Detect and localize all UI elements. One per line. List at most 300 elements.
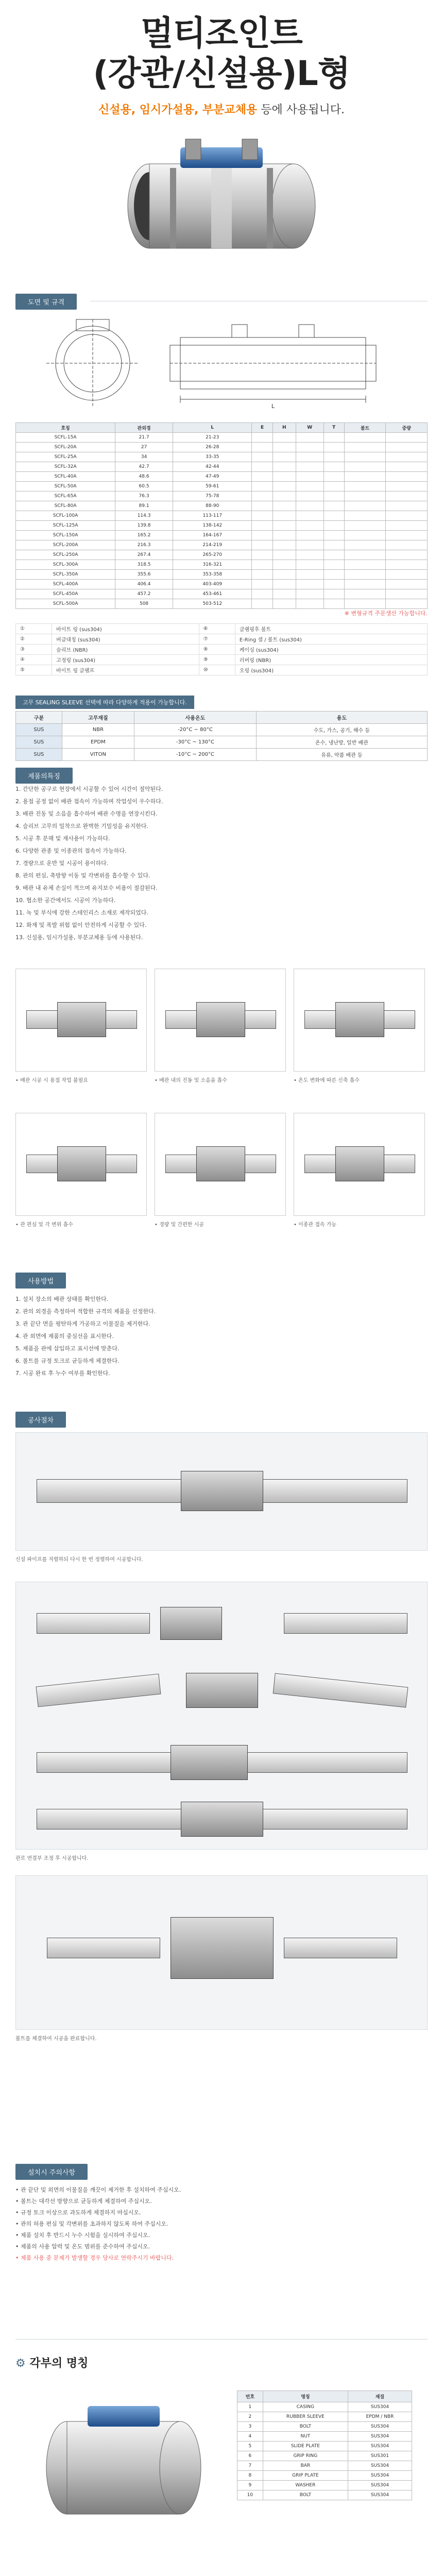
- spec-cell: [386, 589, 428, 599]
- spec-cell: [344, 570, 386, 580]
- features-section: [0, 786, 443, 1412]
- parts-cell: SLIDE PLATE: [263, 2442, 348, 2451]
- spec-cell: SCFL-350A: [16, 570, 115, 580]
- usage-item: 1. 설치 장소의 배관 상태를 확인한다.: [15, 1296, 109, 1302]
- table-row: [16, 560, 428, 570]
- spec-cell: SCFL-20A: [16, 443, 115, 452]
- spec-cell: 42.7: [115, 462, 173, 472]
- spec-cell: [296, 531, 323, 540]
- sleeve-cell: VITON: [62, 749, 134, 761]
- legend-cell: 오링 (sus304): [235, 665, 427, 675]
- table-row: [16, 599, 428, 609]
- parts-cell: 4: [237, 2432, 263, 2442]
- table-row: [16, 521, 428, 531]
- parts-cell: BOLT: [263, 2422, 348, 2432]
- sleeve-row: [16, 749, 428, 761]
- spec-cell: [272, 599, 296, 609]
- spec-cell: [252, 452, 272, 462]
- parts-cell: BOLT: [263, 2490, 348, 2500]
- spec-cell: 21.7: [115, 433, 173, 443]
- sleeve-header-3: 사용온도: [134, 711, 257, 724]
- spec-cell: [386, 580, 428, 589]
- feature-item: 10. 협소한 공간에서도 시공이 가능하다.: [15, 897, 116, 904]
- spec-cell: [323, 589, 344, 599]
- feature-item: 3. 배관 진동 및 소음을 흡수하여 배관 수명을 연장시킨다.: [15, 810, 158, 817]
- spec-cell: [272, 570, 296, 580]
- spec-cell: 216.3: [115, 540, 173, 550]
- parts-title: [15, 2354, 88, 2370]
- feature-item: 9. 배관 내 유체 손실이 적으며 유지보수 비용이 절감된다.: [15, 885, 158, 891]
- legend-cell: ⑨: [199, 655, 235, 665]
- spec-cell: [296, 589, 323, 599]
- technical-drawing: [15, 309, 428, 412]
- coupler: [196, 1002, 245, 1037]
- legend-row: [16, 634, 428, 645]
- table-row: [237, 2442, 412, 2451]
- spec-cell: 34: [115, 452, 173, 462]
- spec-cell: [344, 462, 386, 472]
- legend-cell: ④: [16, 655, 52, 665]
- spec-cell: [252, 580, 272, 589]
- parts-section: [0, 2339, 443, 2576]
- sleeve-row: [16, 736, 428, 749]
- parts-header: 재질: [348, 2391, 412, 2402]
- spec-cell: [323, 462, 344, 472]
- sleeve-cell: 수도, 가스, 공기, 해수 등: [256, 724, 427, 736]
- legend-cell: 고정링 (sus304): [52, 655, 199, 665]
- spec-cell: 75-78: [173, 492, 252, 501]
- spec-cell: 267.4: [115, 550, 173, 560]
- section-usage-title: 사용방법: [15, 1273, 66, 1289]
- parts-cell: 5: [237, 2442, 263, 2451]
- spec-cell: [252, 501, 272, 511]
- feature-caption: • 경량 및 간편한 시공: [155, 1222, 204, 1228]
- table-row: [16, 482, 428, 492]
- step-1-figure: [15, 1432, 428, 1551]
- coupler: [57, 1002, 106, 1037]
- title-line-1: 멀티조인트: [141, 13, 302, 53]
- spec-cell: [272, 550, 296, 560]
- spec-cell: [344, 501, 386, 511]
- parts-cell: 3: [237, 2422, 263, 2432]
- spec-cell: [344, 540, 386, 550]
- parts-cell: SUS304: [348, 2442, 412, 2451]
- usage-item: 6. 볼트를 규정 토크로 균등하게 체결한다.: [15, 1358, 120, 1364]
- feature-caption: • 관 편심 및 각 변위 흡수: [15, 1222, 73, 1228]
- spec-cell: [296, 550, 323, 560]
- spec-cell: [344, 580, 386, 589]
- spec-cell: [344, 443, 386, 452]
- parts-cell: NUT: [263, 2432, 348, 2442]
- spec-cell: [272, 492, 296, 501]
- spec-cell: [323, 531, 344, 540]
- legend-row: [16, 655, 428, 665]
- subtitle-highlight: 신설용, 임시가설용, 부분교체용: [98, 104, 258, 116]
- sleeve-cell: 유류, 약품 배관 등: [256, 749, 427, 761]
- spec-header: 관외경: [115, 423, 173, 433]
- spec-cell: 165.2: [115, 531, 173, 540]
- coupler: [335, 1002, 384, 1037]
- feature-figure: [15, 969, 147, 1072]
- spec-cell: [386, 472, 428, 482]
- section-features-title: 제품의특징: [15, 768, 73, 784]
- spec-cell: SCFL-40A: [16, 472, 115, 482]
- sleeve-cell: EPDM: [62, 736, 134, 749]
- parts-cell: SUS304: [348, 2461, 412, 2471]
- spec-cell: [344, 550, 386, 560]
- legend-cell: ⑤: [16, 665, 52, 675]
- spec-cell: [386, 433, 428, 443]
- spec-cell: [323, 599, 344, 609]
- feature-caption: • 배관 시공 시 용접 작업 불필요: [15, 1078, 88, 1083]
- feature-figure: [294, 1113, 425, 1216]
- table-row: [16, 433, 428, 443]
- spec-cell: [386, 521, 428, 531]
- usage-list: [15, 1293, 428, 1380]
- table-row: [16, 501, 428, 511]
- sleeve-header-4: 용도: [256, 711, 427, 724]
- spec-header: E: [252, 423, 272, 433]
- warning-item-red: • 제품 사용 중 문제가 발생할 경우 당사로 연락주시기 바랍니다.: [15, 2255, 174, 2261]
- spec-cell: 316-321: [173, 560, 252, 570]
- table-row: [16, 550, 428, 560]
- spec-cell: [272, 462, 296, 472]
- spec-header: 중량: [386, 423, 428, 433]
- spec-cell: SCFL-65A: [16, 492, 115, 501]
- spec-cell: 139.8: [115, 521, 173, 531]
- spec-cell: SCFL-15A: [16, 433, 115, 443]
- spec-cell: 265-270: [173, 550, 252, 560]
- table-row: [237, 2451, 412, 2461]
- spec-cell: [252, 599, 272, 609]
- legend-cell: 버클대칭 (sus304): [52, 634, 199, 645]
- legend-cell: ③: [16, 645, 52, 655]
- legend-cell: E-Ring 셀 / 볼트 (sus304): [235, 634, 427, 645]
- spec-cell: [296, 560, 323, 570]
- feature-caption: • 이종관 접속 가능: [294, 1222, 337, 1228]
- table-row: [237, 2481, 412, 2490]
- feature-item: 8. 관의 편심, 축방향 이동 및 각변위를 흡수할 수 있다.: [15, 872, 150, 879]
- spec-cell: 214-219: [173, 540, 252, 550]
- spec-cell: 42-44: [173, 462, 252, 472]
- usage-item: 7. 시공 완료 후 누수 여부를 확인한다.: [15, 1370, 110, 1377]
- divider: [15, 2339, 428, 2340]
- feature-caption: • 배관 내의 진동 및 소음을 흡수: [155, 1078, 227, 1083]
- spec-cell: [252, 482, 272, 492]
- spec-header: 볼트: [344, 423, 386, 433]
- spec-cell: [272, 482, 296, 492]
- legend-cell: 바이트 링 (sus304): [52, 624, 199, 634]
- parts-cell: SUS304: [348, 2481, 412, 2490]
- spec-cell: [296, 521, 323, 531]
- spec-cell: 26-28: [173, 443, 252, 452]
- spec-cell: [386, 462, 428, 472]
- spec-cell: [252, 521, 272, 531]
- spec-cell: SCFL-125A: [16, 521, 115, 531]
- spec-cell: [323, 560, 344, 570]
- legend-cell: ①: [16, 624, 52, 634]
- legend-cell: ⑦: [199, 634, 235, 645]
- spec-cell: [296, 570, 323, 580]
- spec-cell: [323, 521, 344, 531]
- coupler: [196, 1146, 245, 1181]
- parts-cell: CASING: [263, 2402, 348, 2412]
- table-row: [237, 2402, 412, 2412]
- parts-cell: 6: [237, 2451, 263, 2461]
- spec-cell: 113-117: [173, 511, 252, 521]
- spec-cell: [296, 452, 323, 462]
- parts-photo: [31, 2391, 216, 2545]
- spec-cell: 355.6: [115, 570, 173, 580]
- spec-cell: [386, 452, 428, 462]
- spec-cell: 164-167: [173, 531, 252, 540]
- spec-cell: [272, 580, 296, 589]
- parts-cell: 10: [237, 2490, 263, 2500]
- spec-cell: 403-409: [173, 580, 252, 589]
- step-1-caption: 신설 파이프를 직렬하되 다시 한 번 정렬하여 시공합니다.: [15, 1557, 143, 1563]
- spec-cell: [323, 501, 344, 511]
- spec-cell: [272, 443, 296, 452]
- hero-section: [0, 0, 443, 289]
- spec-cell: [296, 462, 323, 472]
- spec-cell: [272, 540, 296, 550]
- step-3-caption: 볼트를 체결하여 시공을 완료합니다.: [15, 2036, 97, 2042]
- spec-cell: [323, 580, 344, 589]
- spec-cell: 503-512: [173, 599, 252, 609]
- sleeve-cell: -30°C ~ 130°C: [134, 736, 257, 749]
- spec-cell: [272, 560, 296, 570]
- sleeve-cell: SUS: [16, 736, 62, 749]
- table-row: [16, 589, 428, 599]
- features-list: [15, 783, 428, 944]
- spec-cell: [386, 599, 428, 609]
- spec-cell: [344, 521, 386, 531]
- spec-cell: SCFL-150A: [16, 531, 115, 540]
- feature-item: 6. 다양한 관종 및 이종관의 접속이 가능하다.: [15, 848, 127, 854]
- table-row: [16, 462, 428, 472]
- spec-cell: [272, 472, 296, 482]
- spec-cell: SCFL-500A: [16, 599, 115, 609]
- spec-header: 호칭: [16, 423, 115, 433]
- warning-item: • 관의 허용 편심 및 각변위를 초과하지 않도록 하여 주십시오.: [15, 2221, 168, 2227]
- spec-cell: 33-35: [173, 452, 252, 462]
- spec-cell: [323, 443, 344, 452]
- spec-cell: [296, 492, 323, 501]
- gear-icon: ⚙: [15, 2357, 26, 2370]
- spec-note: ※ 변형규격 주문생산 가능합니다.: [344, 610, 428, 617]
- step-2-caption: 관로 연결부 조정 후 시공합니다.: [15, 1856, 89, 1861]
- spec-cell: [344, 482, 386, 492]
- feature-figure: [155, 1113, 286, 1216]
- spec-cell: SCFL-32A: [16, 462, 115, 472]
- spec-cell: [272, 589, 296, 599]
- section-procedure-title: 공사절차: [15, 1412, 66, 1428]
- sleeve-cell: -20°C ~ 80°C: [134, 724, 257, 736]
- spec-cell: [252, 570, 272, 580]
- spec-cell: [252, 433, 272, 443]
- spec-cell: [272, 433, 296, 443]
- legend-row: [16, 645, 428, 655]
- spec-cell: [272, 511, 296, 521]
- section-drawing-title: 도면 및 규격: [15, 294, 77, 310]
- table-row: [16, 531, 428, 540]
- product-title: [0, 0, 443, 94]
- feature-item: 5. 시공 후 분해 및 재사용이 가능하다.: [15, 835, 110, 842]
- spec-cell: [344, 599, 386, 609]
- spec-cell: SCFL-400A: [16, 580, 115, 589]
- spec-cell: [272, 452, 296, 462]
- coupler: [335, 1146, 384, 1181]
- feature-item: 2. 용접 공정 없이 배관 접속이 가능하며 작업성이 우수하다.: [15, 798, 163, 805]
- legend-cell: 바이트 링 클램프: [52, 665, 199, 675]
- parts-cell: GRIP RING: [263, 2451, 348, 2461]
- parts-cell: 2: [237, 2412, 263, 2422]
- spec-cell: [272, 531, 296, 540]
- parts-cell: 8: [237, 2471, 263, 2481]
- spec-cell: [386, 550, 428, 560]
- spec-cell: [296, 443, 323, 452]
- table-row: [16, 580, 428, 589]
- step-2-figure: [15, 1582, 428, 1850]
- spec-cell: [386, 540, 428, 550]
- spec-cell: 47-49: [173, 472, 252, 482]
- spec-cell: [323, 452, 344, 462]
- sleeve-cell: SUS: [16, 749, 62, 761]
- spec-cell: [344, 472, 386, 482]
- table-row: [237, 2432, 412, 2442]
- spec-cell: SCFL-50A: [16, 482, 115, 492]
- table-row: [16, 540, 428, 550]
- parts-cell: EPDM / NBR: [348, 2412, 412, 2422]
- spec-cell: [323, 511, 344, 521]
- spec-cell: [323, 482, 344, 492]
- usage-item: 3. 관 끝단 면을 평탄하게 가공하고 이물질을 제거한다.: [15, 1320, 150, 1327]
- legend-cell: ⑩: [199, 665, 235, 675]
- legend-table: [15, 623, 428, 675]
- product-subtitle: [0, 101, 443, 117]
- feature-item: 11. 녹 및 부식에 강한 스테인리스 소재로 제작되었다.: [15, 909, 148, 916]
- spec-cell: [386, 443, 428, 452]
- feature-caption: • 온도 변화에 따른 신축 흡수: [294, 1078, 360, 1083]
- legend-cell: 러버링 (NBR): [235, 655, 427, 665]
- spec-cell: [252, 531, 272, 540]
- feature-figure: [155, 969, 286, 1072]
- spec-cell: 76.3: [115, 492, 173, 501]
- spec-cell: [252, 492, 272, 501]
- warning-item: • 관 끝단 및 외면의 이물질을 깨끗이 제거한 후 설치하여 주십시오.: [15, 2187, 181, 2193]
- spec-cell: 457.2: [115, 589, 173, 599]
- spec-cell: [296, 482, 323, 492]
- sleeve-cell: -10°C ~ 200°C: [134, 749, 257, 761]
- sleeve-caption: 고무 SEALING SLEEVE 선택에 따라 다양하게 적용이 가능합니다.: [15, 696, 194, 709]
- feature-item: 4. 슬리브 고무의 밀착으로 완벽한 기밀성을 유지한다.: [15, 823, 149, 829]
- parts-cell: SUS304: [348, 2471, 412, 2481]
- parts-cell: SUS304: [348, 2422, 412, 2432]
- spec-section: [0, 289, 443, 850]
- spec-cell: [323, 550, 344, 560]
- table-row: [16, 443, 428, 452]
- sleeve-table: [15, 711, 428, 761]
- legend-cell: 슬리브 (NBR): [52, 645, 199, 655]
- spec-cell: 353-358: [173, 570, 252, 580]
- spec-cell: SCFL-450A: [16, 589, 115, 599]
- feature-item: 1. 간단한 공구로 현장에서 시공할 수 있어 시간이 절약된다.: [15, 786, 163, 792]
- feature-figure: [15, 1113, 147, 1216]
- usage-item: 2. 관의 외경을 측정하여 적합한 규격의 제품을 선정한다.: [15, 1308, 156, 1315]
- table-row: [16, 472, 428, 482]
- legend-cell: ②: [16, 634, 52, 645]
- spec-cell: [296, 540, 323, 550]
- spec-table: [15, 422, 428, 609]
- spec-cell: [344, 589, 386, 599]
- legend-row: [16, 624, 428, 634]
- spec-cell: [386, 560, 428, 570]
- parts-cell: 1: [237, 2402, 263, 2412]
- spec-cell: [323, 492, 344, 501]
- parts-title-text: 각부의 명칭: [29, 2357, 89, 2370]
- table-row: [16, 570, 428, 580]
- spec-cell: [386, 482, 428, 492]
- coupler: [57, 1146, 106, 1181]
- sleeve-cell: SUS: [16, 724, 62, 736]
- spec-header: W: [296, 423, 323, 433]
- spec-header: T: [323, 423, 344, 433]
- spec-cell: [252, 550, 272, 560]
- parts-cell: SUS301: [348, 2451, 412, 2461]
- warning-item: • 제품의 사용 압력 및 온도 범위를 준수하여 주십시오.: [15, 2243, 150, 2250]
- feature-item: 13. 신설용, 임시가설용, 부분교체용 등에 사용된다.: [15, 934, 143, 941]
- spec-cell: [344, 452, 386, 462]
- spec-cell: [323, 472, 344, 482]
- table-row: [16, 492, 428, 501]
- parts-header: 번호: [237, 2391, 263, 2402]
- spec-cell: SCFL-200A: [16, 540, 115, 550]
- spec-cell: SCFL-100A: [16, 511, 115, 521]
- legend-cell: ⑧: [199, 645, 235, 655]
- spec-cell: 508: [115, 599, 173, 609]
- spec-cell: [296, 599, 323, 609]
- spec-cell: 89.1: [115, 501, 173, 511]
- subtitle-rest: 등에 사용됩니다.: [257, 104, 345, 116]
- parts-cell: 7: [237, 2461, 263, 2471]
- spec-cell: [252, 443, 272, 452]
- spec-cell: [296, 501, 323, 511]
- sleeve-row: [16, 724, 428, 736]
- svg-text:L: L: [271, 403, 275, 410]
- spec-cell: [344, 433, 386, 443]
- table-row: [237, 2412, 412, 2422]
- parts-table: [237, 2391, 412, 2500]
- spec-cell: 453-461: [173, 589, 252, 599]
- spec-cell: [272, 521, 296, 531]
- procedure-section: [0, 1412, 443, 2164]
- spec-cell: [386, 501, 428, 511]
- spec-cell: [323, 433, 344, 443]
- spec-header: H: [272, 423, 296, 433]
- table-row: [237, 2471, 412, 2481]
- spec-cell: [323, 540, 344, 550]
- parts-cell: BAR: [263, 2461, 348, 2471]
- spec-cell: [296, 433, 323, 443]
- spec-cell: [386, 531, 428, 540]
- warnings-section: [0, 2164, 443, 2339]
- spec-cell: [272, 501, 296, 511]
- spec-cell: [386, 570, 428, 580]
- parts-cell: RUBBER SLEEVE: [263, 2412, 348, 2422]
- spec-cell: 88-90: [173, 501, 252, 511]
- spec-cell: SCFL-80A: [16, 501, 115, 511]
- spec-cell: [252, 540, 272, 550]
